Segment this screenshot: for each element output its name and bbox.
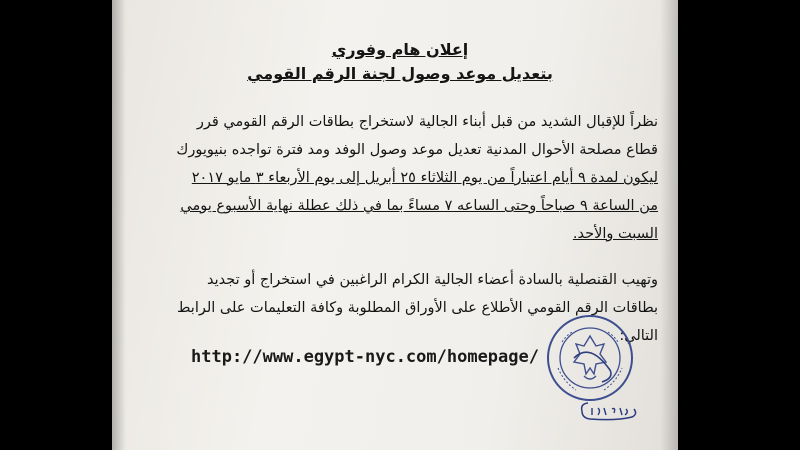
paragraph-2-line-2: بطاقات الرقم القومي الأطلاع على الأوراق المطلوبة وكافة التعليمات على الرابط: [177, 300, 658, 316]
paragraph-1-line-1: نظراً للإقبال الشديد من قبل أبناء الجالية لاستخراج بطاقات الرقم القومي قرر: [196, 114, 658, 130]
paragraph-1-line-4: من الساعة ٩ صباحاً وحتى الساعه ٧ مساءً بما في ذلك عطلة نهاية الأسبوع يومي: [180, 198, 658, 214]
homepage-link[interactable]: http://www.egypt-nyc.com/homepage/: [191, 347, 539, 367]
paragraph-1-line-2: قطاع مصلحة الأحوال المدنية تعديل موعد وصول الوفد ومد فترة تواجده بنيويورك: [176, 142, 658, 158]
paragraph-2-line-3: التالي:: [619, 328, 658, 344]
announcement-subtitle: بتعديل موعد وصول لجنة الرقم القومي: [247, 64, 553, 83]
paragraph-1-line-3: ليكون لمدة ٩ أيام اعتباراً من يوم الثلاثاء ٢٥ أبريل إلى يوم الأربعاء ٣ مايو ٢٠١٧: [191, 170, 658, 186]
paragraph-2-line-1: وتهيب القنصلية بالسادة أعضاء الجالية الكرام الراغبين في استخراج أو تجديد: [207, 272, 658, 288]
paragraph-schedule: [142, 108, 658, 248]
document-body: [142, 38, 658, 350]
handwritten-reference-number: [576, 400, 640, 422]
page-shadow-left: [112, 0, 126, 450]
paragraph-1-line-5: السبت والأحد.: [572, 226, 658, 242]
consulate-seal-stamp: [544, 312, 636, 404]
page-shadow-right: [660, 0, 678, 450]
announcement-title: إعلان هام وفوري: [331, 40, 469, 59]
document-page: [112, 0, 678, 450]
